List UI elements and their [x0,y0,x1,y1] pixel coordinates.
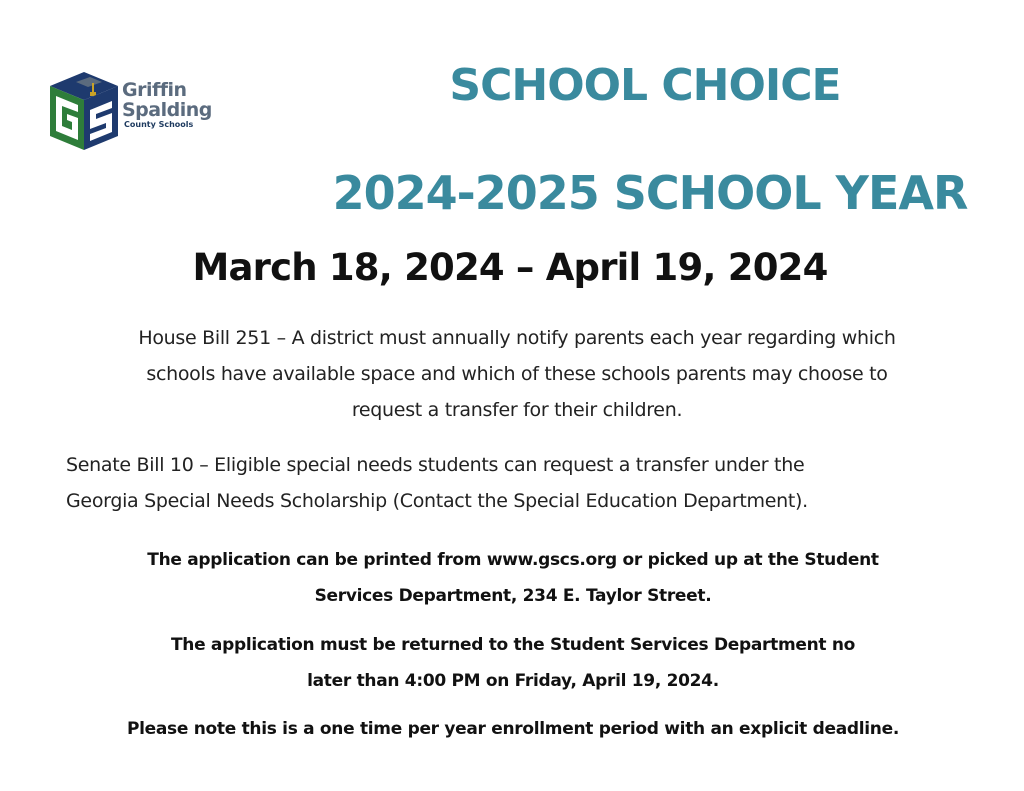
district-name-line2: Spalding [122,99,212,121]
notice-line: Services Department, 234 E. Taylor Street. [314,586,712,606]
senate-bill-paragraph [66,447,966,519]
gs-cube-logo-icon [46,66,122,152]
school-year-title: 2024-2025 SCHOOL YEAR [332,166,968,220]
enrollment-dates: March 18, 2024 – April 19, 2024 [192,246,828,289]
notice-line: The application can be printed from www.gscs.org or picked up at the Student [147,550,879,570]
house-bill-paragraph [72,320,962,428]
district-name [122,80,212,130]
deadline-note: Please note this is a one time per year enrollment period with an explicit deadline. [126,719,900,739]
notice-line: later than 4:00 PM on Friday, April 19, 2024. [307,671,719,691]
house-bill-line: schools have available space and which of these schools parents may choose to [146,363,888,385]
application-return-notice [80,627,946,699]
house-bill-line: request a transfer for their children. [351,399,683,421]
page-title: SCHOOL CHOICE [449,60,841,111]
district-logo [46,66,216,152]
senate-bill-line: Georgia Special Needs Scholarship (Contact the Special Education Department). [66,490,808,512]
house-bill-line: House Bill 251 – A district must annually notify parents each year regarding which [138,327,896,349]
notice-line: The application must be returned to the Student Services Department no [170,635,856,655]
senate-bill-line: Senate Bill 10 – Eligible special needs students can request a transfer under the [66,454,805,476]
application-print-notice [80,542,946,614]
district-name-line3: County Schools [124,120,194,129]
district-name-line1: Griffin [122,79,187,101]
